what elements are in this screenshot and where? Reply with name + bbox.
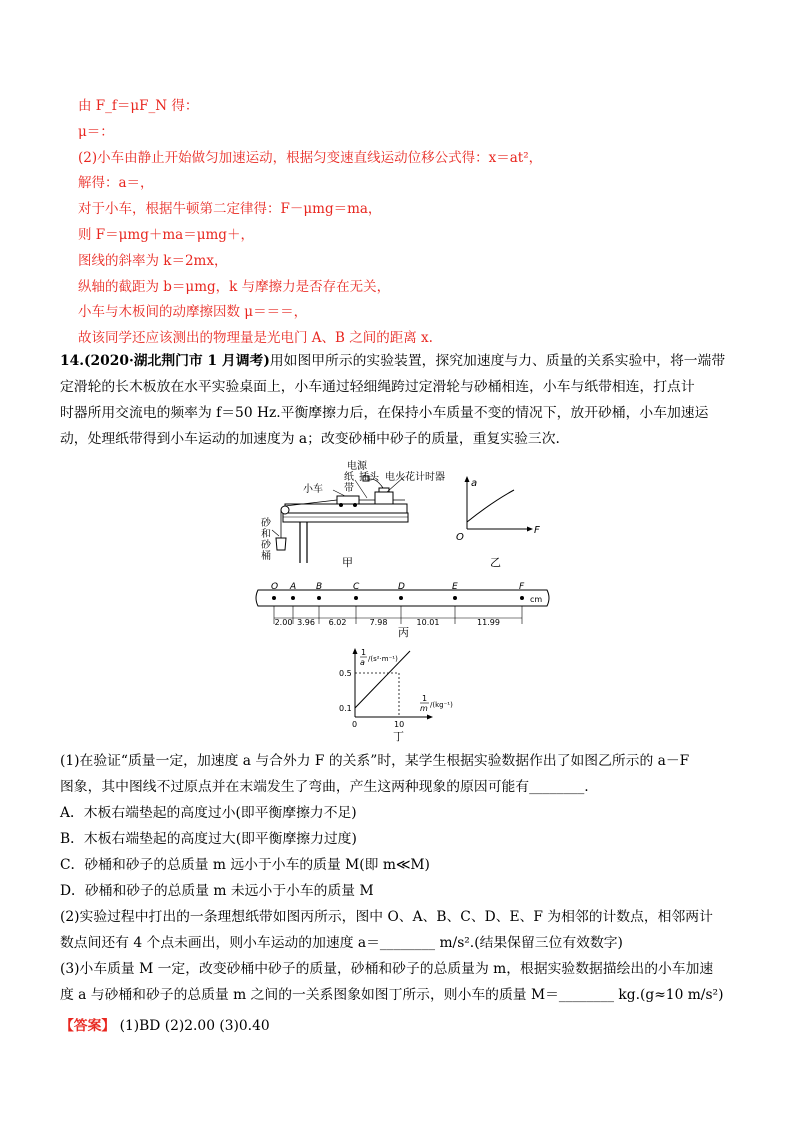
caption-ding: 丁 [393,730,404,743]
ding-y-num: 1 [361,648,367,657]
label-car: 小车 [303,484,323,495]
solution-line: 故该同学还应该测出的物理量是光电门 A、B 之间的距离 x. [78,330,433,346]
label-power: 电源 [347,461,367,472]
ding-y-den: a [360,658,365,667]
ding-x-num: 1 [422,694,428,703]
sub2-line: (2)实验过程中打出的一条理想纸带如图丙所示，图中 O、A、B、C、D、E、F 为相邻的计数点，相邻两计 [60,909,713,925]
solution-line: 则 F＝μmg＋ma＝μmg＋， [78,227,254,243]
solution-line: 图线的斜率为 k＝2mx， [78,253,228,269]
tape-point-label: B [316,582,323,592]
tape-dot [291,596,295,600]
yi-origin: O [456,532,464,543]
option-b: B．木板右端垫起的高度过大(即平衡摩擦力过度) [60,831,357,847]
answer-text: (1)BD (2)2.00 (3)0.40 [119,1018,270,1034]
ding-y-tick: 0.5 [339,669,352,678]
subquestion-2 [60,904,745,956]
tape-dot [453,596,457,600]
tape-segment-value: 10.01 [416,618,440,627]
option-d: D．砂桶和砂子的总质量 m 未远小于小车的质量 M [60,883,374,899]
caption-yi: 乙 [490,556,501,569]
tape-dot [317,596,321,600]
tape-point-label: E [452,582,458,592]
figure-yi-graph [452,474,552,554]
sub3-line: 度 a 与砂桶和砂子的总质量 m 之间的一关系图象如图丁所示，则小车的质量 M＝________ kg.(g≈10 m/s²) [60,987,724,1003]
tape-point-label: D [398,582,405,592]
stem-line: 用如图甲所示的实验装置，探究加速度与力、质量的关系实验中，将一端带 [269,353,726,369]
caption-jia: 甲 [342,556,353,569]
stem-line: 时器所用交流电的频率为 f＝50 Hz.平衡摩擦力后，在保持小车质量不变的情况下，放开砂桶，小车加速运 [60,405,709,421]
solution-line: (2)小车由静止开始做匀加速运动，根据匀变速直线运动位移公式得：x＝at²， [78,150,543,166]
question-source: (2020·湖北荆门市 1 月调考) [84,353,270,369]
ding-x-tick: 10 [394,720,405,729]
label-bucket-1: 砂 [261,518,271,529]
tape-segment-value: 2.00 [274,618,293,627]
tape-point-label: A [290,582,297,592]
ding-y-tick: 0.1 [339,704,352,713]
solution-line: 由 F_f＝μF_N 得： [78,98,199,114]
solution-line: 小车与木板间的动摩擦因数 μ＝＝＝， [78,304,308,320]
figure-jia-apparatus [255,458,445,573]
tape-point-label: F [519,582,525,592]
tape-segment-value: 7.98 [369,618,388,627]
tape-dot [272,596,276,600]
answer-line [60,1014,270,1034]
tape-segment-value: 6.02 [328,618,347,627]
answer-tag: 【答案】 [60,1018,116,1034]
yi-axis-x: F [534,525,540,536]
figure-ding-graph [330,645,470,733]
stem-line: 动，处理纸带得到小车运动的加速度为 a；改变砂桶中砂子的质量，重复实验三次. [60,431,560,447]
question-number: 14. [60,353,85,369]
solution-line: μ＝： [78,124,114,140]
caption-bing: 丙 [398,626,409,639]
question-stem [60,348,745,452]
tape-dot [399,596,403,600]
tape-point-label: C [353,582,360,592]
label-tape-2: 带 [344,483,354,494]
subquestion-1 [60,748,745,904]
tape-unit: cm [530,595,543,604]
label-bucket-2: 和 [261,529,271,540]
label-plug: 插头 [359,472,379,483]
sub2-line: 数点间还有 4 个点未画出，则小车运动的加速度 a＝________ m/s².(结果保留三位有效数字) [60,935,623,951]
subquestion-3 [60,956,745,1008]
tape-dot [520,596,524,600]
ding-x-unit: /(kg⁻¹) [430,701,453,709]
tape-point-label: O [271,582,279,592]
stem-line: 定滑轮的长木板放在水平实验桌面上，小车通过轻细绳跨过定滑轮与砂桶相连，小车与纸带相连，打点计 [60,379,695,395]
sub1-line: 图象，其中图线不过原点并在末端发生了弯曲，产生这两种现象的原因可能有________. [60,779,589,795]
label-tape-1: 纸 [344,472,354,483]
label-bucket-3: 砂 [261,540,271,551]
solution-line: 纵轴的截距为 b＝μmg，k 与摩擦力是否存在无关， [78,279,391,295]
ding-y-unit: /(s²·m⁻¹) [368,655,398,663]
solution-line: 对于小车，根据牛顿第二定律得：F－μmg＝ma， [78,201,382,217]
tape-segment-value: 11.99 [477,618,500,627]
tape-dot [354,596,358,600]
label-bucket-4: 桶 [261,551,271,562]
tape-segment-value: 3.96 [297,618,315,627]
solution-line: 解得：a＝， [78,175,154,191]
ding-x-tick: 0 [352,720,358,729]
yi-axis-y: a [471,478,478,489]
sub3-line: (3)小车质量 M 一定，改变砂桶中砂子的质量，砂桶和砂子的总质量为 m，根据实验数据描绘出的小车加速 [60,961,714,977]
option-a: A．木板右端垫起的高度过小(即平衡摩擦力不足) [60,805,357,821]
ding-x-den: m [420,704,428,713]
label-timer: 电火花计时器 [385,472,445,483]
sub1-line: (1)在验证“质量一定，加速度 a 与合外力 F 的关系”时，某学生根据实验数据作出了如图乙所示的 a－F [60,753,690,769]
option-c: C．砂桶和砂子的总质量 m 远小于小车的质量 M(即 m≪M) [60,857,430,873]
